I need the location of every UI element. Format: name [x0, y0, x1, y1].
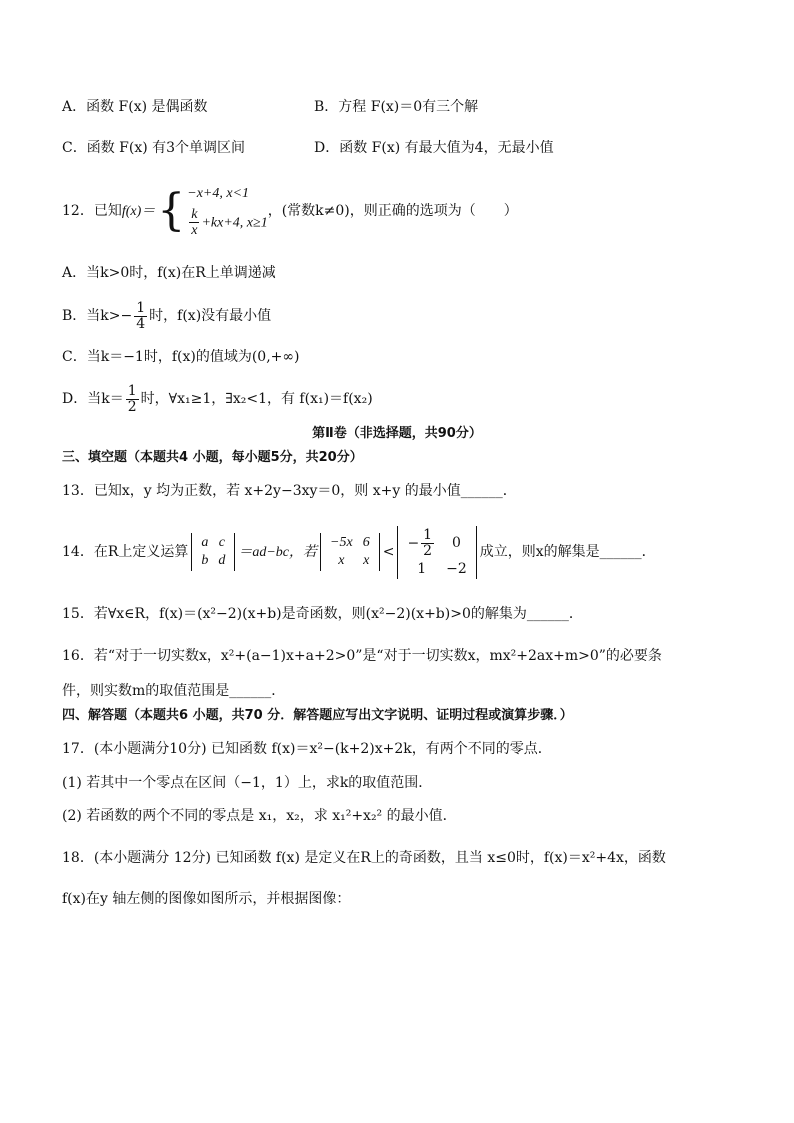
q14-det3-b: 1: [417, 560, 427, 577]
q14-det1-b: b: [201, 553, 209, 568]
q12-brace: {: [157, 185, 186, 236]
q16-line-2: 件，则实数m的取值范围是______．: [62, 683, 286, 699]
q12-option-b-den: 4: [136, 315, 146, 332]
q11-option-b: B．方程 F(x)＝0有三个解: [314, 99, 479, 115]
q12-option-d-post: 时，∀x₁≥1，∃x₂<1，有 f(x₁)＝f(x₂): [140, 391, 373, 407]
q17-stem: 17．(本小题满分10分) 已知函数 f(x)＝x²−(k+2)x+2k，有两个不同的零点．: [62, 741, 552, 757]
q14-det2-d: x: [363, 553, 370, 568]
q11-option-a: A．函数 F(x) 是偶函数: [62, 99, 208, 115]
q11-option-d: D．函数 F(x) 有最大值为4，无最小值: [314, 140, 554, 156]
q12-option-d-num: 1: [127, 382, 137, 399]
q12-option-b-frac: [134, 301, 147, 332]
q14-det-left: [320, 533, 380, 571]
q12-prefix: 12．已知: [62, 203, 122, 219]
q12-suffix: ，(常数k≠0)，则正确的选项为（ ）: [267, 203, 518, 219]
section4-title: 四、解答题（本题共6 小题，共70 分．解答题应写出文字说明、证明过程或演算步骤．）: [62, 708, 573, 723]
q14-mid: ＝ad−bc，若: [238, 545, 318, 560]
q12-option-d-den: 2: [127, 398, 137, 415]
q11-option-c: C．函数 F(x) 有3个单调区间: [62, 140, 246, 156]
q12-case-2-num: k: [191, 206, 198, 222]
q14-text: [62, 520, 656, 584]
q14-less-than: <: [382, 544, 395, 560]
q14-det1-a: a: [201, 535, 209, 550]
part2-title: 第Ⅱ卷（非选择题，共90分）: [312, 426, 482, 441]
q12-case-1: −x+4, x<1: [187, 185, 250, 201]
q12-lhs: f(x)＝: [121, 204, 156, 219]
q14-det-definition: [191, 533, 235, 571]
q12-option-b-post: 时，f(x)没有最小值: [149, 308, 272, 324]
q12-option-d-pre: D．当k＝: [62, 391, 124, 407]
q12-case-2-frac: [189, 207, 199, 238]
q14-pre: 14．在R上定义运算: [62, 544, 189, 560]
q14-det3-den: 2: [423, 542, 433, 559]
q14-det2-b: x: [338, 553, 345, 568]
q12-option-c: C．当k＝−1时，f(x)的值域为(0,+∞): [62, 349, 300, 365]
q12-case-2: [187, 207, 267, 238]
q12-option-a: A．当k>0时，f(x)在R上单调递减: [62, 265, 276, 281]
q12-option-d: [62, 381, 373, 417]
q12-case-2-den: x: [191, 222, 198, 238]
q17-part-2: (2) 若函数的两个不同的零点是 x₁，x₂，求 x₁²+x₂² 的最小值．: [62, 808, 457, 824]
q14-det1-d: d: [218, 553, 226, 568]
q14-post: 成立，则x的解集是______．: [479, 544, 656, 560]
q12-option-b-pre: B．当k>−: [62, 308, 133, 324]
q14-det3-c: 0: [451, 535, 461, 551]
q14-det1-c: c: [218, 535, 225, 550]
q14-det2-c: 6: [362, 535, 370, 550]
q12-cases: [187, 185, 267, 238]
q14-det-right: [397, 526, 476, 579]
q12-option-b: [62, 298, 271, 334]
q14-det3-num: 1: [423, 526, 433, 543]
q12-option-b-num: 1: [136, 299, 146, 316]
q18-line-1: 18．(本小题满分 12分) 已知函数 f(x) 是定义在R上的奇函数，且当 x≤0时，f(x)＝x²+4x，函数: [62, 850, 666, 866]
q12-option-d-frac: [126, 384, 139, 415]
q12-case-2-rest: +kx+4, x≥1: [201, 215, 268, 230]
q17-part-1: (1) 若其中一个零点在区间（−1，1）上，求k的取值范围．: [62, 775, 433, 791]
q15-text: 15．若∀x∈R，f(x)＝(x²−2)(x+b)是奇函数，则(x²−2)(x+b)>0的解集为______．: [62, 606, 583, 622]
q16-line-1: 16．若“对于一切实数x，x²+(a−1)x+a+2>0”是“对于一切实数x，mx²+2ax+m>0”的必要条: [62, 648, 662, 664]
q13-text: 13．已知x，y 均为正数，若 x+2y−3xy＝0，则 x+y 的最小值______．: [62, 483, 517, 499]
section3-title: 三、填空题（本题共4 小题，每小题5分，共20分）: [62, 450, 363, 465]
q14-det3-a: − $\frac{1}{2}$: [407, 526, 433, 559]
q14-det2-a: −5x: [330, 535, 353, 550]
q12-stem: [62, 176, 518, 246]
q14-det3-d: −2: [446, 560, 467, 577]
q18-line-2: f(x)在y 轴左侧的图像如图所示，并根据图像：: [62, 891, 351, 907]
